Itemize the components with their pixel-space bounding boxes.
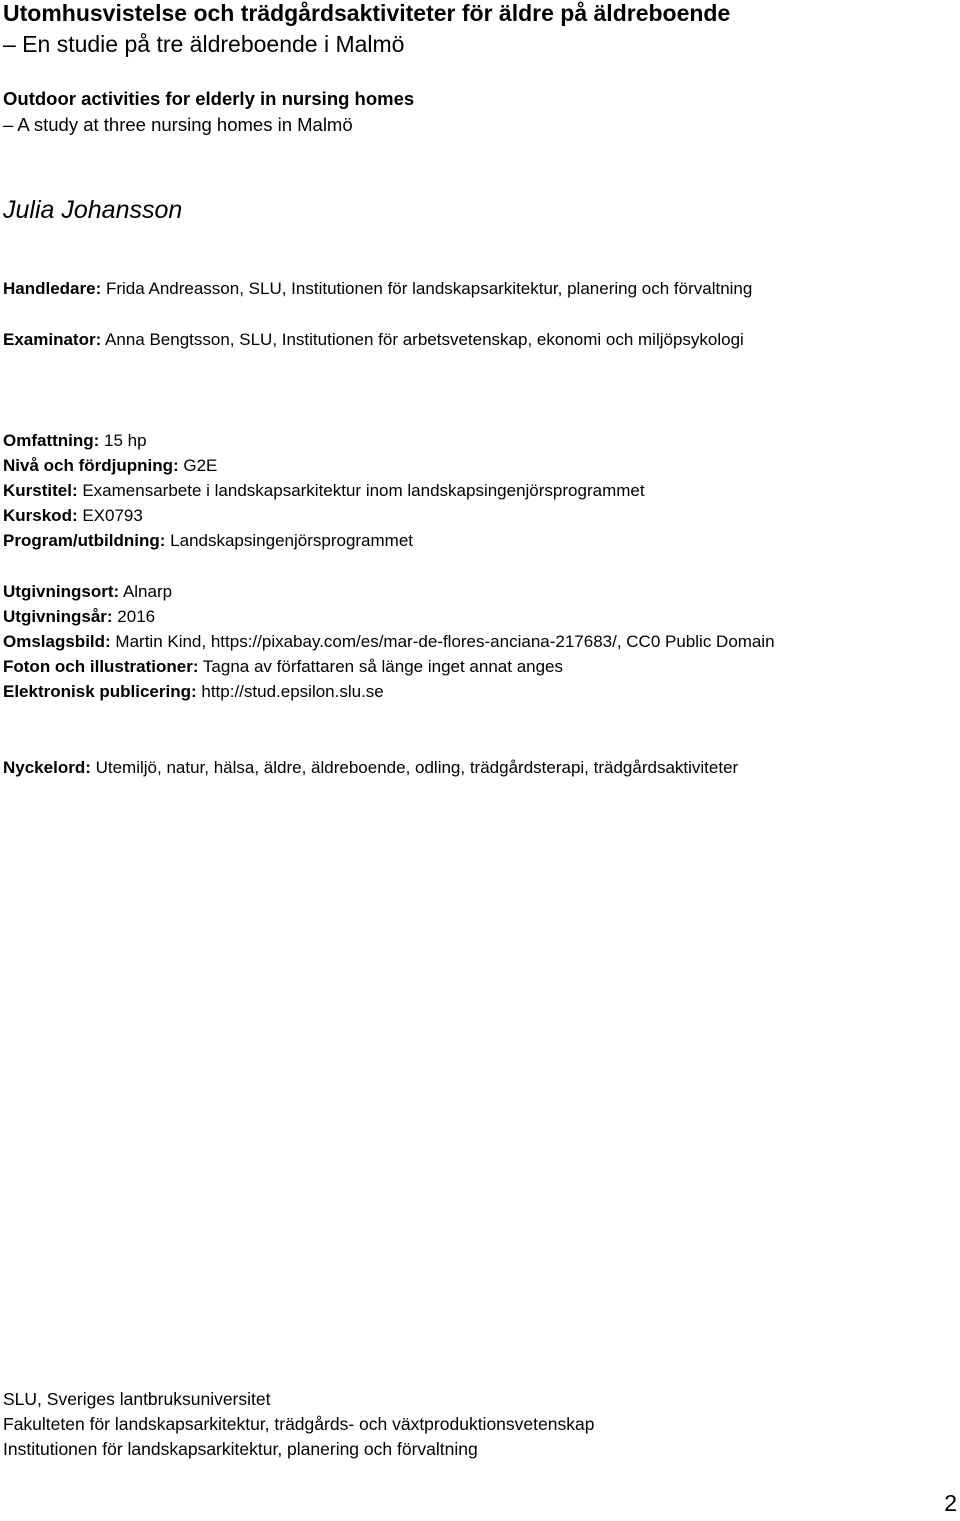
- omslagsbild-value: Martin Kind, https://pixabay.com/es/mar-de-flores-anciana-217683/, CC0 Public Domain: [110, 632, 775, 651]
- utgivningsort-row: [3, 581, 172, 603]
- elektronisk-row: [3, 681, 384, 703]
- foton-label: Foton och illustrationer:: [3, 657, 199, 676]
- footer-university: SLU, Sveriges lantbruksuniversitet: [3, 1389, 271, 1409]
- niva-label: Nivå och fördjupning:: [3, 456, 179, 475]
- title-swedish: Utomhusvistelse och trädgårdsaktiviteter för äldre på äldreboende: [3, 0, 731, 26]
- omfattning-row: [3, 430, 147, 452]
- utgivningsar-value: 2016: [112, 607, 156, 626]
- examinator-label: Examinator:: [3, 330, 102, 349]
- footer-department: Institutionen för landskapsarkitektur, planering och förvaltning: [3, 1439, 478, 1459]
- kurstitel-label: Kurstitel:: [3, 481, 78, 500]
- omfattning-value: 15 hp: [99, 431, 147, 450]
- handledare-row: [3, 278, 752, 300]
- foton-row: [3, 656, 563, 678]
- kurstitel-row: [3, 480, 645, 502]
- program-row: [3, 530, 413, 552]
- omslagsbild-label: Omslagsbild:: [3, 632, 111, 651]
- elektronisk-label: Elektronisk publicering:: [3, 682, 197, 701]
- keywords-value: Utemiljö, natur, hälsa, äldre, äldreboende, odling, trädgårdsterapi, trädgårdsaktiviteter: [90, 758, 739, 777]
- subtitle-swedish: – En studie på tre äldreboende i Malmö: [3, 31, 405, 57]
- kurskod-value: EX0793: [77, 506, 143, 525]
- kurskod-row: [3, 505, 143, 527]
- omfattning-label: Omfattning:: [3, 431, 100, 450]
- omslagsbild-row: [3, 631, 775, 653]
- keywords-row: [3, 757, 738, 779]
- page-number: 2: [944, 1490, 957, 1516]
- program-value: Landskapsingenjörsprogrammet: [165, 531, 414, 550]
- handledare-label: Handledare:: [3, 279, 102, 298]
- kurstitel-value: Examensarbete i landskapsarkitektur inom landskapsingenjörsprogrammet: [77, 481, 645, 500]
- subtitle-english: – A study at three nursing homes in Malmö: [3, 114, 353, 135]
- examinator-value: Anna Bengtsson, SLU, Institutionen för arbetsvetenskap, ekonomi och miljöpsykologi: [101, 330, 744, 349]
- footer-faculty: Fakulteten för landskapsarkitektur, trädgårds- och växtproduktionsvetenskap: [3, 1414, 595, 1434]
- utgivningsar-row: [3, 606, 155, 628]
- elektronisk-value: http://stud.epsilon.slu.se: [196, 682, 384, 701]
- niva-row: [3, 455, 217, 477]
- kurskod-label: Kurskod:: [3, 506, 78, 525]
- utgivningsar-label: Utgivningsår:: [3, 607, 113, 626]
- keywords-label: Nyckelord:: [3, 758, 91, 777]
- handledare-value: Frida Andreasson, SLU, Institutionen för landskapsarkitektur, planering och förvaltning: [101, 279, 753, 298]
- utgivningsort-value: Alnarp: [119, 582, 173, 601]
- examinator-row: [3, 329, 744, 351]
- title-english: Outdoor activities for elderly in nursing homes: [3, 88, 415, 109]
- program-label: Program/utbildning:: [3, 531, 166, 550]
- author-name: Julia Johansson: [3, 196, 183, 224]
- niva-value: G2E: [178, 456, 218, 475]
- foton-value: Tagna av författaren så länge inget annat anges: [198, 657, 564, 676]
- utgivningsort-label: Utgivningsort:: [3, 582, 120, 601]
